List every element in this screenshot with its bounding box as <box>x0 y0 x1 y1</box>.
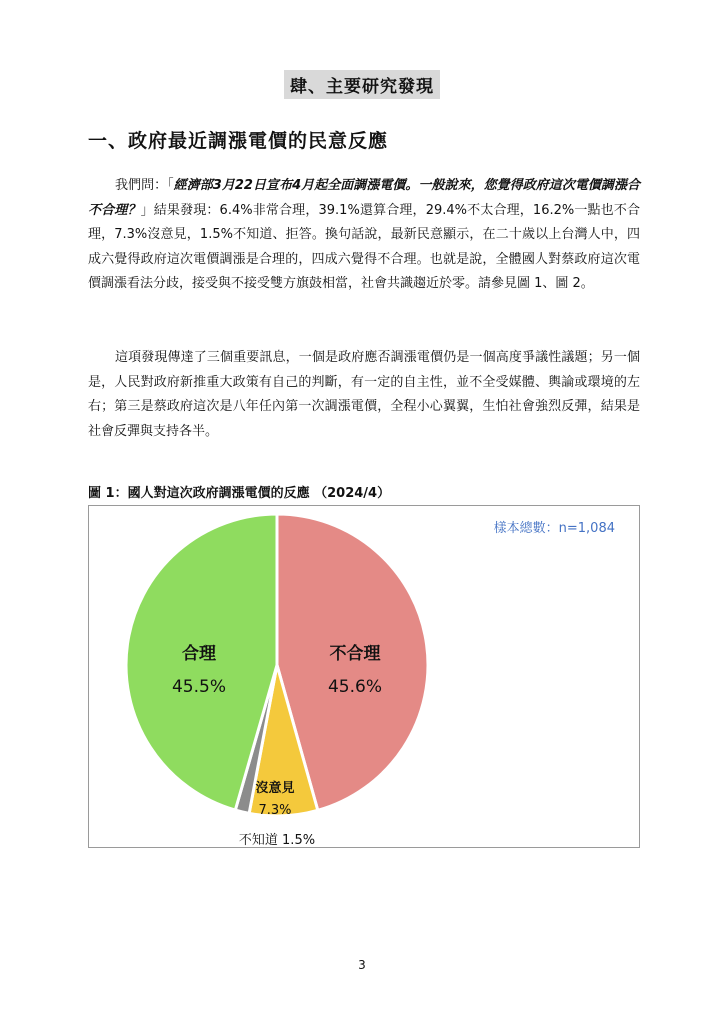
slice-label-2: 不知道 1.5% <box>238 833 316 848</box>
paragraph-1-lead: 我們問：「 <box>115 178 174 193</box>
slice-value-0: 45.6% <box>327 677 383 697</box>
pie-chart <box>89 506 641 849</box>
section-title <box>0 70 724 99</box>
sub-heading: 一、政府最近調漲電價的民意反應 <box>88 130 389 152</box>
slice-value-1: 7.3% <box>258 803 292 818</box>
pie-chart-frame <box>88 505 640 848</box>
sample-size-annotation: 樣本總數：n=1,084 <box>493 521 615 536</box>
slice-label-0: 不合理 <box>329 644 381 664</box>
figure-caption: 圖 1：國人對這次政府調漲電價的反應 （2024/4） <box>88 486 391 501</box>
page-number: 3 <box>358 958 366 972</box>
paragraph-1 <box>88 174 640 297</box>
slice-value-3: 45.5% <box>171 677 227 697</box>
survey-question: 經濟部3月22日宣布4月起全面調漲電價。一般說來，您覺得政府這次電價調漲合不合理？ <box>88 178 640 218</box>
paragraph-1-rest: 」結果發現：6.4%非常合理，39.1%還算合理，29.4%不太合理，16.2%一點也不合理，7.3%沒意見，1.5%不知道、拒答。換句話說，最新民意顯示，在二十歲以上台灣人中，四成六覺得政府這次電價調漲是合理的，四成六覺得不合理。也就是說，全體國人對蔡政府這次電價調漲看法分歧，接受與不接受雙方旗鼓相當，社會共識趨近於零。請參見圖 1、圖 2。 <box>88 202 640 291</box>
slice-label-1: 沒意見 <box>255 781 295 796</box>
slice-label-3: 合理 <box>182 644 216 664</box>
section-title-text: 肆、主要研究發現 <box>284 70 440 99</box>
paragraph-2: 這項發現傳達了三個重要訊息，一個是政府應否調漲電價仍是一個高度爭議性議題；另一個是，人民對政府新推重大政策有自己的判斷，有一定的自主性，並不全受媒體、輿論或環境的左右；第三是蔡政府這次是八年任內第一次調漲電價，全程小心翼翼，生怕社會強烈反彈，結果是社會反彈與支持各半。 <box>88 350 640 439</box>
